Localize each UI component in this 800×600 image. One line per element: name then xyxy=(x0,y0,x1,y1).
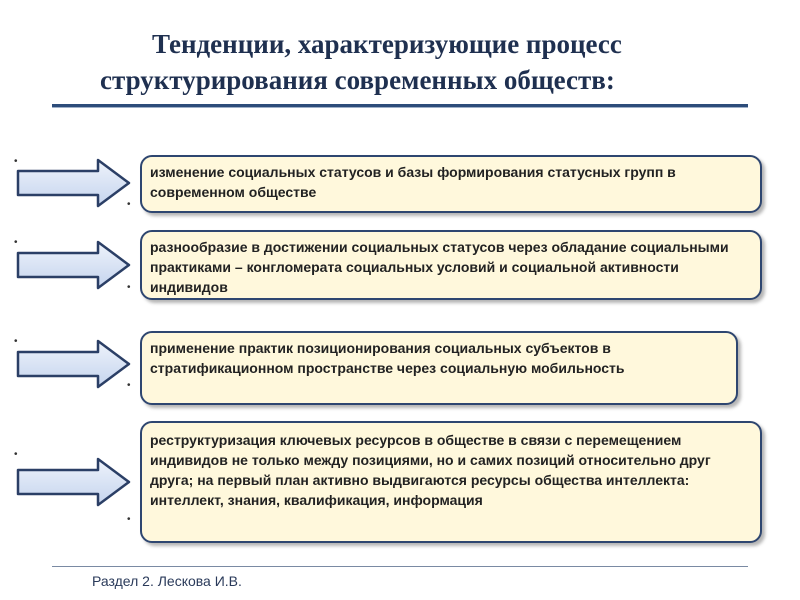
trend-text-1: изменение социальных статусов и базы формирования статусных групп в современном обществе xyxy=(150,164,676,200)
bullet-icon: • xyxy=(14,156,18,167)
trend-box-2 xyxy=(140,230,762,300)
trend-text-3: применение практик позиционирования социальных субъектов в стратификационном пространстве через социальную мобильность xyxy=(150,340,625,376)
right-arrow-icon xyxy=(16,457,132,507)
right-arrow-icon xyxy=(14,237,132,290)
trend-text-2: разнообразие в достижении социальных статусов через обладание социальными практиками – конгломерата социальных условий и социальной активности индивидов xyxy=(150,239,729,295)
right-arrow-icon xyxy=(14,336,132,389)
bullet-dot: • xyxy=(127,199,131,210)
title-divider xyxy=(52,104,748,108)
bullet-dot: • xyxy=(127,282,131,293)
slide-footer: Раздел 2. Лескова И.В. xyxy=(92,573,242,589)
footer-divider xyxy=(52,566,748,567)
bullet-icon: • xyxy=(14,336,18,347)
bullet-dot: • xyxy=(127,380,131,391)
trend-box-4 xyxy=(140,421,762,543)
bullet-icon: • xyxy=(14,237,18,248)
trend-box-1 xyxy=(140,155,762,213)
slide-title-line-2: структурирования современных обществ: xyxy=(100,65,615,95)
trend-text-4: реструктуризация ключевых ресурсов в обществе в связи с перемещением индивидов не только между позициями, но и самих позиций относительно друг друга; на первый план активно выдвигаются ресурсы общества интеллекта: интеллект, знания, квалификация, информация xyxy=(150,432,711,508)
bullet-dot: • xyxy=(127,514,131,525)
slide-title-line-1: Тенденции, характеризующие процесс xyxy=(152,29,622,59)
bullet-icon: • xyxy=(14,449,18,460)
right-arrow-icon xyxy=(16,158,132,208)
trend-box-3 xyxy=(140,331,738,405)
slide-title xyxy=(60,26,740,98)
